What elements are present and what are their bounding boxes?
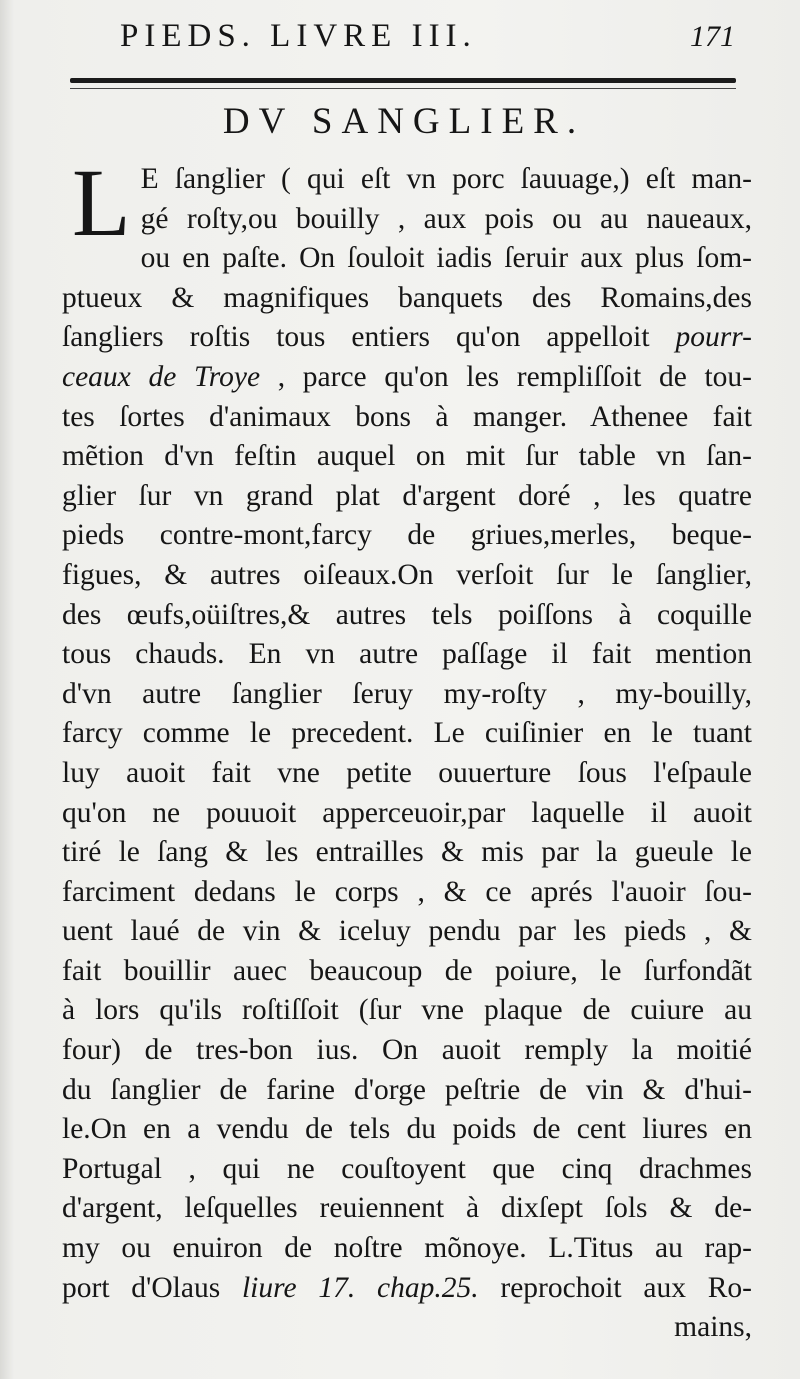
text-line: port d'Olaus liure 17. chap.25. reprochoit aux Ro-	[62, 1271, 752, 1304]
header-rule	[70, 78, 736, 83]
text-line: d'vn autre ſanglier ſeruy my-roſty , my-bouilly,	[62, 677, 752, 710]
text-line: le.On en a vendu de tels du poids de cent liures en	[62, 1113, 752, 1146]
text-line: farciment dedans le corps , & ce aprés l'auoir ſou-	[62, 875, 752, 908]
italic-term: pourr-	[675, 321, 752, 354]
running-head: PIEDS. LIVRE III.	[120, 18, 477, 54]
text-line: ſangliers roſtis tous entiers qu'on appelloit pourr-	[62, 321, 752, 354]
italic-term: ceaux de Troye	[62, 360, 261, 393]
text-line: luy auoit fait vne petite ouuerture ſous l'eſpaule	[62, 756, 752, 789]
text-line: du ſanglier de farine d'orge peſtrie de vin & d'hui-	[62, 1073, 752, 1106]
text-line: à lors qu'ils roſtiſſoit (ſur vne plaque de cuiure au	[62, 994, 752, 1027]
italic-citation: liure 17. chap.25.	[241, 1271, 479, 1304]
header-rule-thin	[70, 88, 736, 89]
text-line: farcy comme le precedent. Le cuiſinier en le tuant	[62, 717, 752, 750]
text-line: tes ſortes d'animaux bons à manger. Athenee fait	[62, 400, 752, 433]
catchword-line: mains,	[674, 1311, 752, 1344]
text-line: E ſanglier ( qui eſt vn porc ſauuage,) eſt man-	[140, 163, 752, 195]
text-line: ou en paſte. On ſouloit iadis ſeruir aux plus ſom-	[140, 242, 752, 275]
text-line: Portugal , qui ne couſtoyent que cinq drachmes	[62, 1152, 752, 1185]
text-line: figues, & autres oiſeaux.On verſoit ſur le ſanglier,	[62, 558, 752, 591]
text-line: glier ſur vn grand plat d'argent doré , les quatre	[62, 479, 752, 512]
text-line: my ou enuiron de noſtre mõnoye. L.Titus au rap-	[62, 1232, 752, 1265]
text-line: ptueux & magnifiques banquets des Romains,des	[62, 281, 752, 314]
text-line: pieds contre-mont,farcy de griues,merles, beque-	[62, 519, 752, 552]
text-line: gé roſty,ou bouilly , aux pois ou au naueaux,	[140, 202, 752, 235]
text-line: fait bouillir auec beaucoup de poiure, le ſurfondãt	[62, 954, 752, 987]
section-title: DV SANGLIER.	[222, 101, 586, 142]
text-line: d'argent, leſquelles reuiennent à dixſept ſols & de-	[62, 1192, 752, 1225]
text-line: four) de tres-bon ius. On auoit remply la moitié	[62, 1034, 752, 1067]
text-line: mẽtion d'vn feſtin auquel on mit ſur table vn ſan-	[62, 440, 752, 473]
body-text	[62, 149, 752, 1348]
text-line: qu'on ne pouuoit apperceuoir,par laquelle il auoit	[62, 796, 752, 829]
page-number: 171	[690, 20, 735, 53]
text-line: des œufs,oüiſtres,& autres tels poiſſons à coquille	[62, 598, 752, 631]
text-line: tiré le ſang & les entrailles & mis par la gueule le	[62, 836, 752, 869]
text-line: ceaux de Troye , parce qu'on les rempliſſoit de tou-	[62, 360, 752, 393]
text-line: tous chauds. En vn autre paſſage il fait mention	[62, 638, 752, 671]
drop-cap: L	[72, 149, 131, 256]
text-line: uent laué de vin & iceluy pendu par les pieds , &	[62, 915, 752, 948]
